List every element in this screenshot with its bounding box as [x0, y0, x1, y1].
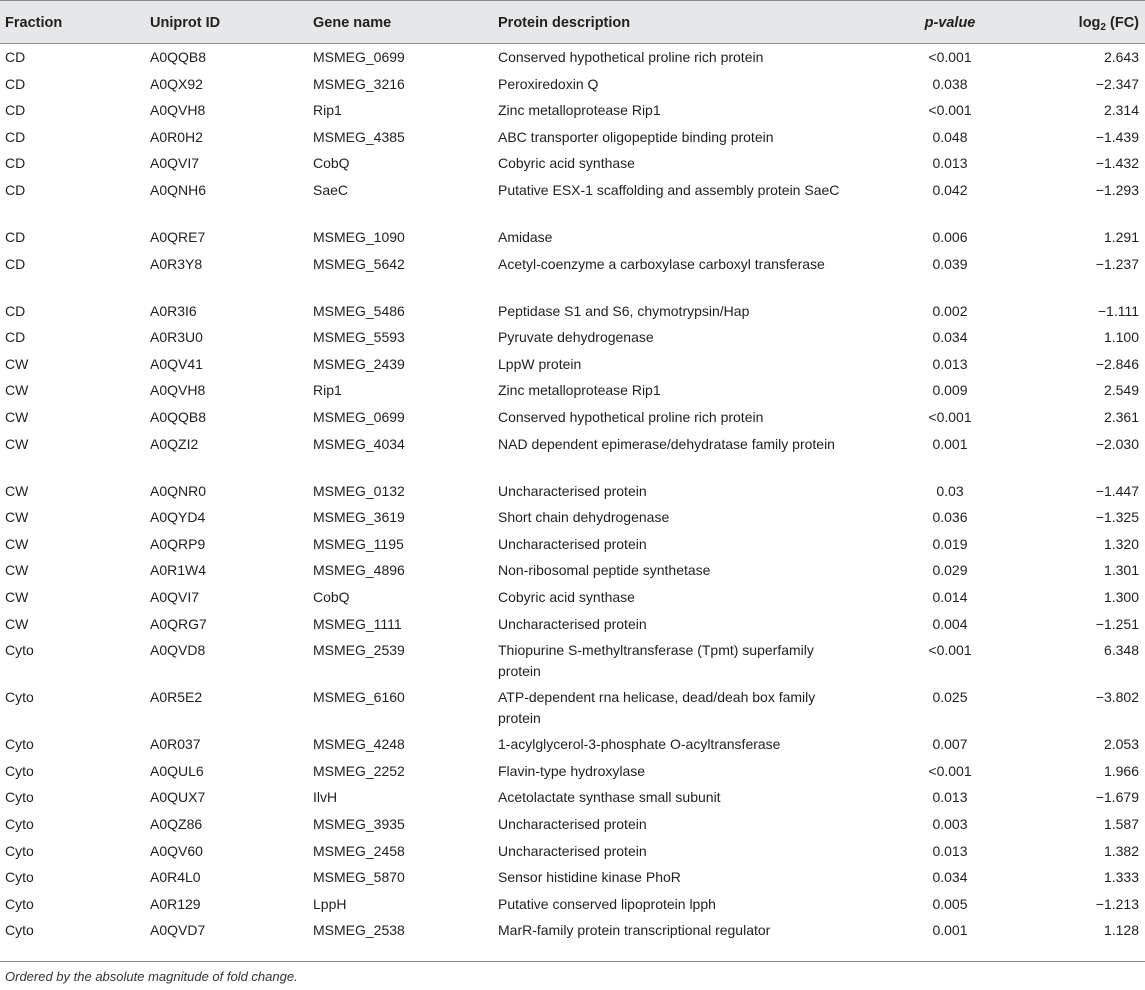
- cell-gene-name: MSMEG_1111: [313, 615, 402, 632]
- cell-uniprot-id: A0QRE7: [150, 229, 206, 245]
- cell-fraction: CW: [5, 409, 29, 425]
- cell-fraction: Cyto: [5, 789, 34, 806]
- header-p-value-text: p-value: [924, 15, 976, 31]
- cell-log2fc: −2.846: [1095, 355, 1139, 372]
- table-row: [0, 504, 1145, 531]
- cell-p-value: 0.001: [932, 922, 968, 939]
- cell-log2fc: 1.128: [1103, 922, 1139, 939]
- cell-log2fc: 1.966: [1103, 762, 1139, 779]
- cell-gene-name: SaeC: [313, 182, 349, 198]
- cell-fraction: CD: [5, 155, 26, 172]
- table-row: [0, 177, 1145, 224]
- cell-gene-name: MSMEG_3216: [313, 75, 405, 92]
- cell-log2fc: −2.030: [1095, 435, 1139, 452]
- cell-gene-name: MSMEG_3935: [313, 816, 405, 832]
- cell-gene-name: MSMEG_4896: [313, 562, 405, 579]
- cell-fraction: CW: [5, 535, 29, 552]
- cell-gene-name: MSMEG_2538: [313, 922, 405, 939]
- cell-p-value: 0.013: [932, 155, 968, 172]
- cell-protein-description: Zinc metalloprotease Rip1: [498, 382, 661, 399]
- table-row: [0, 637, 1145, 684]
- cell-gene-name: Rip1: [313, 102, 342, 119]
- cell-p-value: <0.001: [928, 409, 972, 425]
- cell-protein-description: Sensor histidine kinase PhoR: [498, 869, 681, 886]
- cell-protein-description: Conserved hypothetical proline rich protein: [498, 49, 764, 65]
- cell-log2fc: 1.382: [1103, 842, 1139, 859]
- cell-log2fc: 1.320: [1103, 535, 1139, 552]
- cell-protein-description: Thiopurine S-methyltransferase (Tpmt) superfamily protein: [498, 642, 814, 680]
- cell-protein-description: 1-acylglycerol-3-phosphate O-acyltransferase: [498, 736, 781, 753]
- cell-gene-name: MSMEG_4385: [313, 128, 405, 145]
- cell-p-value: <0.001: [928, 642, 972, 659]
- table-row: [0, 611, 1145, 638]
- cell-protein-description: Conserved hypothetical proline rich protein: [498, 409, 764, 425]
- cell-gene-name: MSMEG_1090: [313, 229, 405, 245]
- cell-p-value: 0.003: [932, 816, 968, 832]
- cell-log2fc: −1.432: [1095, 155, 1139, 172]
- cell-protein-description: Non-ribosomal peptide synthetase: [498, 562, 711, 579]
- cell-protein-description: Acetolactate synthase small subunit: [498, 789, 721, 806]
- cell-uniprot-id: A0QRG7: [150, 615, 207, 632]
- table-row: [0, 811, 1145, 838]
- cell-gene-name: MSMEG_0699: [313, 409, 405, 425]
- cell-fraction: CW: [5, 355, 29, 372]
- cell-gene-name: MSMEG_2539: [313, 642, 405, 659]
- cell-fraction: Cyto: [5, 736, 34, 753]
- table-row: [0, 864, 1145, 891]
- cell-protein-description: Peroxiredoxin Q: [498, 75, 599, 92]
- cell-fraction: CW: [5, 589, 29, 605]
- cell-p-value: 0.036: [932, 509, 968, 526]
- cell-p-value: 0.007: [932, 736, 968, 753]
- cell-log2fc: −1.325: [1095, 509, 1139, 526]
- table-row: [0, 224, 1145, 251]
- table-row: [0, 784, 1145, 811]
- cell-gene-name: LppH: [313, 895, 347, 912]
- table-header: [0, 0, 1145, 44]
- cell-uniprot-id: A0QQB8: [150, 409, 207, 425]
- header-log2fc-main: log: [1078, 15, 1101, 31]
- table-row: [0, 531, 1145, 558]
- cell-p-value: 0.006: [932, 229, 968, 245]
- header-uniprot-id: Uniprot ID: [150, 15, 221, 31]
- cell-p-value: <0.001: [928, 49, 972, 65]
- cell-log2fc: 2.053: [1103, 736, 1139, 753]
- cell-p-value: 0.029: [932, 562, 968, 579]
- cell-uniprot-id: A0QZ86: [150, 816, 203, 832]
- cell-log2fc: 6.348: [1103, 642, 1139, 659]
- header-gene-name: Gene name: [313, 15, 392, 31]
- cell-uniprot-id: A0R3I6: [150, 302, 197, 319]
- cell-gene-name: MSMEG_5593: [313, 329, 405, 346]
- cell-protein-description: Putative conserved lipoprotein lpph: [498, 895, 716, 912]
- table-row: [0, 584, 1145, 611]
- cell-protein-description: Uncharacterised protein: [498, 816, 647, 832]
- cell-gene-name: MSMEG_4034: [313, 435, 405, 452]
- cell-log2fc: −3.802: [1095, 689, 1139, 706]
- cell-uniprot-id: A0QYD4: [150, 509, 206, 526]
- cell-protein-description: Uncharacterised protein: [498, 615, 647, 632]
- cell-p-value: 0.038: [932, 75, 968, 92]
- cell-protein-description: Peptidase S1 and S6, chymotrypsin/Hap: [498, 302, 750, 319]
- header-fraction: Fraction: [5, 15, 63, 31]
- cell-fraction: CD: [5, 102, 26, 119]
- cell-uniprot-id: A0R037: [150, 736, 201, 753]
- header-p-value: [910, 15, 990, 31]
- table-row: [0, 758, 1145, 785]
- cell-fraction: Cyto: [5, 689, 34, 706]
- cell-uniprot-id: A0QV41: [150, 355, 203, 372]
- cell-fraction: Cyto: [5, 842, 34, 859]
- table-row: [0, 150, 1145, 177]
- cell-fraction: Cyto: [5, 895, 34, 912]
- cell-fraction: CD: [5, 182, 26, 198]
- cell-log2fc: −1.439: [1095, 128, 1139, 145]
- cell-p-value: 0.034: [932, 869, 968, 886]
- cell-p-value: 0.004: [932, 615, 968, 632]
- table-row: [0, 71, 1145, 98]
- cell-gene-name: MSMEG_1195: [313, 535, 404, 552]
- cell-fraction: CW: [5, 509, 29, 526]
- table-row: [0, 298, 1145, 325]
- cell-uniprot-id: A0QVI7: [150, 589, 200, 605]
- table-bottom-rule: [0, 961, 1145, 962]
- cell-uniprot-id: A0QV60: [150, 842, 203, 859]
- cell-log2fc: −1.447: [1095, 482, 1139, 499]
- table-row: [0, 731, 1145, 758]
- cell-p-value: 0.025: [932, 689, 968, 706]
- table-row: [0, 478, 1145, 505]
- cell-fraction: CD: [5, 75, 26, 92]
- table-row: [0, 891, 1145, 918]
- cell-p-value: 0.013: [932, 355, 968, 372]
- cell-p-value: 0.013: [932, 789, 968, 806]
- cell-protein-description: Uncharacterised protein: [498, 842, 647, 859]
- cell-uniprot-id: A0QUX7: [150, 789, 206, 806]
- cell-uniprot-id: A0QNR0: [150, 482, 207, 499]
- cell-log2fc: 2.643: [1103, 49, 1139, 65]
- cell-gene-name: MSMEG_2458: [313, 842, 405, 859]
- table-row: [0, 684, 1145, 731]
- cell-protein-description: Acetyl-coenzyme a carboxylase carboxyl transferase: [498, 255, 825, 272]
- cell-fraction: CD: [5, 49, 26, 65]
- cell-p-value: 0.013: [932, 842, 968, 859]
- cell-p-value: <0.001: [928, 762, 972, 779]
- table-row: [0, 351, 1145, 378]
- cell-uniprot-id: A0QVD8: [150, 642, 206, 659]
- cell-uniprot-id: A0QVI7: [150, 155, 200, 172]
- header-log2fc-tail: (FC): [1105, 15, 1139, 31]
- cell-log2fc: 1.301: [1103, 562, 1139, 579]
- cell-uniprot-id: A0QVD7: [150, 922, 206, 939]
- header-log2fc: [1079, 15, 1139, 33]
- cell-p-value: 0.034: [932, 329, 968, 346]
- cell-p-value: <0.001: [928, 102, 972, 119]
- cell-fraction: CD: [5, 229, 26, 245]
- table-row: [0, 44, 1145, 71]
- cell-fraction: Cyto: [5, 642, 34, 659]
- cell-uniprot-id: A0R3Y8: [150, 255, 203, 272]
- cell-uniprot-id: A0QVH8: [150, 102, 206, 119]
- cell-p-value: 0.002: [932, 302, 968, 319]
- table-row: [0, 838, 1145, 865]
- cell-fraction: CW: [5, 482, 29, 499]
- table-row: [0, 431, 1145, 478]
- cell-gene-name: MSMEG_0132: [313, 482, 405, 499]
- cell-gene-name: MSMEG_4248: [313, 736, 405, 753]
- cell-gene-name: CobQ: [313, 589, 350, 605]
- cell-gene-name: MSMEG_6160: [313, 689, 405, 706]
- cell-uniprot-id: A0QRP9: [150, 535, 206, 552]
- cell-fraction: CD: [5, 255, 26, 272]
- header-log2fc-sub: 2: [1100, 22, 1106, 33]
- table-row: [0, 97, 1145, 124]
- cell-protein-description: Short chain dehydrogenase: [498, 509, 670, 526]
- cell-fraction: CD: [5, 329, 26, 346]
- cell-gene-name: MSMEG_2439: [313, 355, 405, 372]
- cell-fraction: CD: [5, 128, 26, 145]
- cell-log2fc: 1.333: [1103, 869, 1139, 886]
- cell-log2fc: 2.549: [1103, 382, 1139, 399]
- cell-uniprot-id: A0QNH6: [150, 182, 207, 198]
- cell-protein-description: Flavin-type hydroxylase: [498, 762, 646, 779]
- cell-p-value: 0.009: [932, 382, 968, 399]
- cell-log2fc: 2.314: [1103, 102, 1139, 119]
- cell-p-value: 0.005: [932, 895, 968, 912]
- cell-gene-name: MSMEG_5870: [313, 869, 405, 886]
- cell-uniprot-id: A0QUL6: [150, 762, 204, 779]
- cell-gene-name: MSMEG_2252: [313, 762, 405, 779]
- cell-protein-description: Cobyric acid synthase: [498, 589, 635, 605]
- cell-protein-description: LppW protein: [498, 355, 582, 372]
- cell-log2fc: 1.100: [1103, 329, 1139, 346]
- cell-gene-name: MSMEG_3619: [313, 509, 405, 526]
- cell-log2fc: −1.237: [1095, 255, 1139, 272]
- table-row: [0, 917, 1145, 944]
- cell-protein-description: Uncharacterised protein: [498, 535, 647, 552]
- header-protein-description: Protein description: [498, 15, 631, 31]
- cell-protein-description: Cobyric acid synthase: [498, 155, 635, 172]
- cell-uniprot-id: A0R3U0: [150, 329, 203, 346]
- table-row: [0, 404, 1145, 431]
- cell-p-value: 0.03: [936, 482, 964, 499]
- cell-log2fc: −1.213: [1095, 895, 1139, 912]
- cell-uniprot-id: A0QVH8: [150, 382, 206, 399]
- cell-log2fc: 1.291: [1103, 229, 1139, 245]
- cell-gene-name: CobQ: [313, 155, 350, 172]
- cell-uniprot-id: A0QQB8: [150, 49, 207, 65]
- cell-fraction: Cyto: [5, 816, 34, 832]
- cell-p-value: 0.019: [932, 535, 968, 552]
- cell-gene-name: IlvH: [313, 789, 338, 806]
- cell-fraction: CW: [5, 615, 29, 632]
- cell-p-value: 0.048: [932, 128, 968, 145]
- cell-protein-description: Pyruvate dehydrogenase: [498, 329, 654, 346]
- cell-protein-description: Amidase: [498, 229, 553, 245]
- cell-log2fc: −1.679: [1095, 789, 1139, 806]
- table-row: [0, 557, 1145, 584]
- table-row: [0, 124, 1145, 151]
- cell-uniprot-id: A0QZI2: [150, 435, 199, 452]
- cell-log2fc: −1.111: [1097, 302, 1139, 319]
- cell-log2fc: −1.293: [1095, 182, 1139, 198]
- cell-uniprot-id: A0QX92: [150, 75, 203, 92]
- cell-log2fc: 1.300: [1103, 589, 1139, 605]
- cell-log2fc: 2.361: [1103, 409, 1139, 425]
- cell-gene-name: MSMEG_5486: [313, 302, 405, 319]
- cell-log2fc: −1.251: [1095, 615, 1139, 632]
- cell-log2fc: −2.347: [1095, 75, 1139, 92]
- cell-p-value: 0.039: [932, 255, 968, 272]
- cell-protein-description: ATP-dependent rna helicase, dead/deah box family protein: [498, 689, 816, 727]
- cell-uniprot-id: A0R5E2: [150, 689, 203, 706]
- cell-fraction: CW: [5, 435, 29, 452]
- cell-fraction: CW: [5, 382, 29, 399]
- cell-fraction: Cyto: [5, 922, 34, 939]
- cell-p-value: 0.001: [932, 435, 968, 452]
- cell-uniprot-id: A0R1W4: [150, 562, 207, 579]
- cell-p-value: 0.042: [932, 182, 968, 198]
- cell-fraction: Cyto: [5, 762, 34, 779]
- table-row: [0, 377, 1145, 404]
- cell-protein-description: NAD dependent epimerase/dehydratase family protein: [498, 435, 835, 452]
- cell-protein-description: Zinc metalloprotease Rip1: [498, 102, 661, 119]
- table-row: [0, 251, 1145, 298]
- cell-protein-description: Uncharacterised protein: [498, 482, 647, 499]
- cell-fraction: Cyto: [5, 869, 34, 886]
- cell-p-value: 0.014: [932, 589, 968, 605]
- cell-protein-description: MarR-family protein transcriptional regulator: [498, 922, 771, 939]
- cell-protein-description: ABC transporter oligopeptide binding protein: [498, 128, 774, 145]
- cell-gene-name: MSMEG_5642: [313, 255, 405, 272]
- cell-gene-name: MSMEG_0699: [313, 49, 405, 65]
- cell-fraction: CD: [5, 302, 26, 319]
- cell-fraction: CW: [5, 562, 29, 579]
- cell-uniprot-id: A0R4L0: [150, 869, 201, 886]
- table-footnote: Ordered by the absolute magnitude of fold change.: [5, 969, 298, 984]
- cell-log2fc: 1.587: [1103, 816, 1139, 832]
- cell-protein-description: Putative ESX-1 scaffolding and assembly protein SaeC: [498, 182, 840, 198]
- cell-uniprot-id: A0R0H2: [150, 128, 203, 145]
- cell-uniprot-id: A0R129: [150, 895, 201, 912]
- table-row: [0, 324, 1145, 351]
- cell-gene-name: Rip1: [313, 382, 342, 399]
